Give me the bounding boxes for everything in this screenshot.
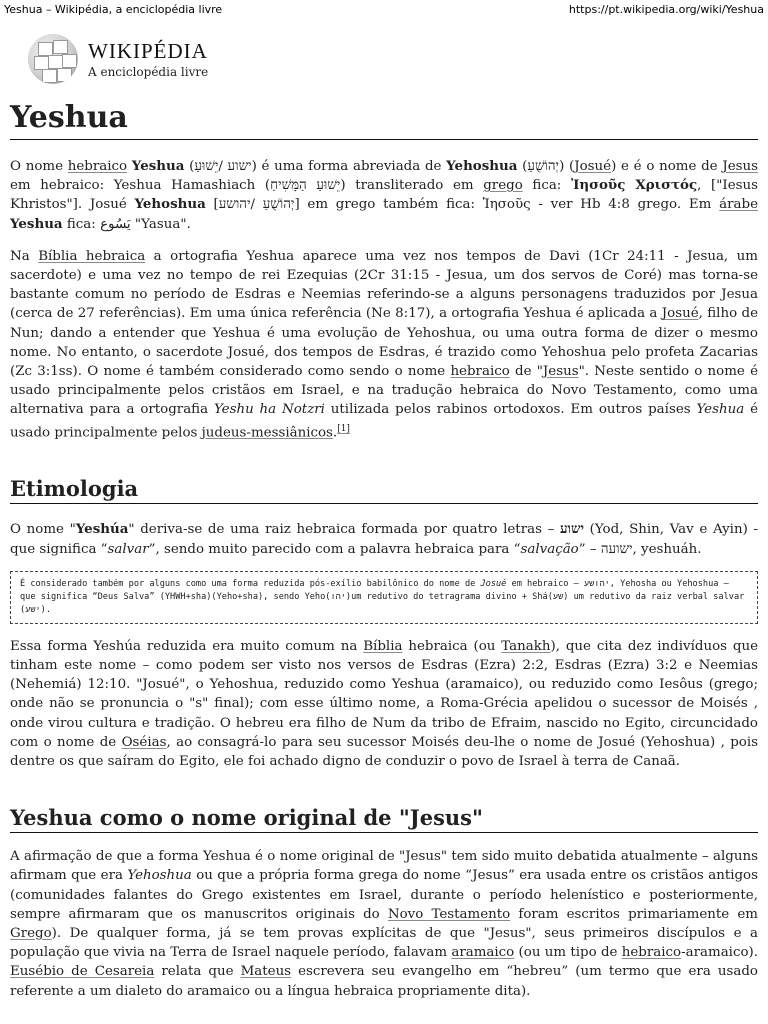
wordmark (88, 39, 208, 79)
link-hebraico-3[interactable]: hebraico (621, 945, 682, 961)
link-biblia[interactable]: Bíblia (363, 638, 403, 654)
link-judeus-messianicos[interactable]: judeus-messiânicos (201, 425, 333, 441)
link-mateus[interactable]: Mateus (240, 964, 292, 980)
page-url[interactable]: https://pt.wikipedia.org/wiki/Yeshua (568, 2, 764, 16)
section-heading-nome-original: Yeshua como o nome original de "Jesus" (10, 805, 758, 833)
nome-original-paragraph-1: A afirmação de que a forma Yeshua é o nome original de "Jesus" tem sido muito debatida atualmente – alguns afirmam que era Yehoshua ou que a própria forma grega do nome “Jesus” era usada entre os cristãos antigos (comunidades falantes do Grego existentes em Israel, durante o período helenístico e posteriormente, sempre afirmaram que os manuscritos originais do Novo Testamento foram escritos primariamente em Grego). De qualquer forma, já se tem provas explícitas de que "Jesus", seus primeiros discípulos e a população que vivia na Terra de Israel naquele período, falavam aramaico (ou um tipo de hebraico-aramaico). Eusébio de Cesareia relata que Mateus escrevera seu evangelho em “hebreu” (um termo que era usado referente a um dialeto do aramaico ou a língua hebraica propriamente dita). (10, 849, 759, 999)
link-jesus-2[interactable]: Jesus (542, 364, 579, 380)
link-grego[interactable]: grego (483, 178, 523, 194)
intro-paragraph-2: Na Bíblia hebraica a ortografia Yeshua aparece uma vez nos tempos de Davi (1Cr 24:11 - Jesua, um sacerdote) e uma vez no tempo de rei Ezequias (2Cr 31:15 - Jesua, um dos servos de Coré) mas torna-se bastante comum no período de Esdras e Neemias referindo-se a alguns personagens traduzidos por Jesua (cerca de 27 referências). Em uma única referência (Ne 8:17), a ortografia Yeshua é aplicada a Josué, filho de Nun; dando a entender que Yeshua é uma evolução de Yehoshua, ou uma outra forma de dizer o mesmo nome. No entanto, o sacerdote Josué, dos tempos de Esdras, é trazido como Yehoshua pelo profeta Zacarias (Zc 3:1ss). O nome é também considerado como sendo o nome hebraico de "Jesus". Neste sentido o nome é usado principalmente pelos cristãos em Israel, e na tradução hebraica do Novo Testamento, como uma alternativa para a ortografia Yeshu ha Notzri utilizada pelos rabinos ortodoxos. Em outros países Yeshua é usado principalmente pelos judeus-messiânicos.[1] (10, 248, 759, 441)
etimologia-paragraph-2: Essa forma Yeshúa reduzida era muito comum na Bíblia hebraica (ou Tanakh), que cita dez indivíduos que tinham este nome – como podem ser visto nos versos de Esdras (Ezra) 2:2, Esdras (Ezra) 3:2 e Neemias (Nehemiá) 12:10. "Josué", o Yehoshua, reduzido como Yeshua (aramaico), ou reduzido como Iesôus (grego; onde não se pronuncia o "s" final); com esse último nome, a Roma-Grécia apelidou o sucessor de Moisés , onde virou cultura e tradição. O hebreu era filho de Num da tribo de Efraim, nascido no Egito, circuncidado com o nome de Oséias, ao consagrá-lo para seu sucessor Moisés deu-lhe o nome de Josué (Yehoshua) , pois dentre os que saíram do Egito, ele foi achado digno de conduzir o povo de Israel à terra de Canaã. (10, 638, 759, 769)
link-arabe[interactable]: árabe (719, 197, 758, 213)
intro-paragraph-1: O nome hebraico Yeshua (ישוע /יֵשׁוּעַ) é uma forma abreviada de Yehoshua (יְהוֹשֻׁעַ) (Josué) e é o nome de Jesus em hebraico: Yeshua Hamashiach (יֵשׁוּעַ הַמָּשִׁיחַ) transliterado em grego fica: Ἰησοῦς Χριστός, ["Iesus Khristos"]. Josué Yehoshua [יְהוֹשֻׁעַ /יהושע] em grego também fica: Ἰησοῦς - ver Hb 4:8 grego. Em árabe Yeshua fica: يَسُوع "Yasua". (10, 158, 758, 232)
link-tanakh[interactable]: Tanakh (501, 638, 551, 654)
reference-1[interactable]: [1] (337, 423, 350, 434)
wikipedia-logo[interactable] (28, 34, 208, 84)
article-content (10, 100, 758, 1001)
link-aramaico[interactable]: aramaico (451, 945, 515, 961)
wikipedia-globe-icon (28, 34, 78, 84)
link-grego-2[interactable]: Grego (10, 925, 52, 941)
tab-title: Yeshua – Wikipédia, a enciclopédia livre (4, 2, 223, 16)
link-hebraico-2[interactable]: hebraico (450, 364, 510, 380)
link-eusebio-de-cesareia[interactable]: Eusébio de Cesareia (10, 964, 155, 980)
browser-header (0, 0, 768, 18)
section-heading-etimologia: Etimologia (10, 476, 758, 504)
etimologia-paragraph-1: O nome "Yeshúa" deriva-se de uma raiz hebraica formada por quatro letras – ישוע (Yod, Shin, Vav e Ayin) - que significa “salvar”, sendo muito parecido com a palavra hebraica para “salvação” – ישועה, yeshuáh. (10, 521, 758, 557)
link-biblia-hebraica[interactable]: Bíblia hebraica (38, 248, 146, 264)
link-josue[interactable]: Josué (574, 159, 612, 174)
link-jesus[interactable]: Jesus (722, 159, 758, 174)
link-novo-testamento[interactable]: Novo Testamento (387, 906, 511, 922)
link-josue-2[interactable]: Josué (661, 306, 699, 322)
etimologia-note-box: É considerado também por alguns como uma forma reduzida pós-exílio babilônico do nome de Josué em hebraico – יהושע, Yehosha ou Yehoshua – que significa “Deus Salva” (YHWH+sha)(Yeho+sha), sendo Yeho(יהו)um redutivo do tetragrama divino + Shá(שע) um redutivo da raiz verbal salvar (ישע). (10, 571, 758, 624)
page-title: Yeshua (10, 100, 758, 140)
link-oseias[interactable]: Oséias (121, 734, 167, 750)
wordmark-title: WIKIPÉDIA (88, 39, 208, 63)
wordmark-tagline: A enciclopédia livre (88, 65, 209, 79)
link-hebraico[interactable]: hebraico (67, 159, 128, 174)
